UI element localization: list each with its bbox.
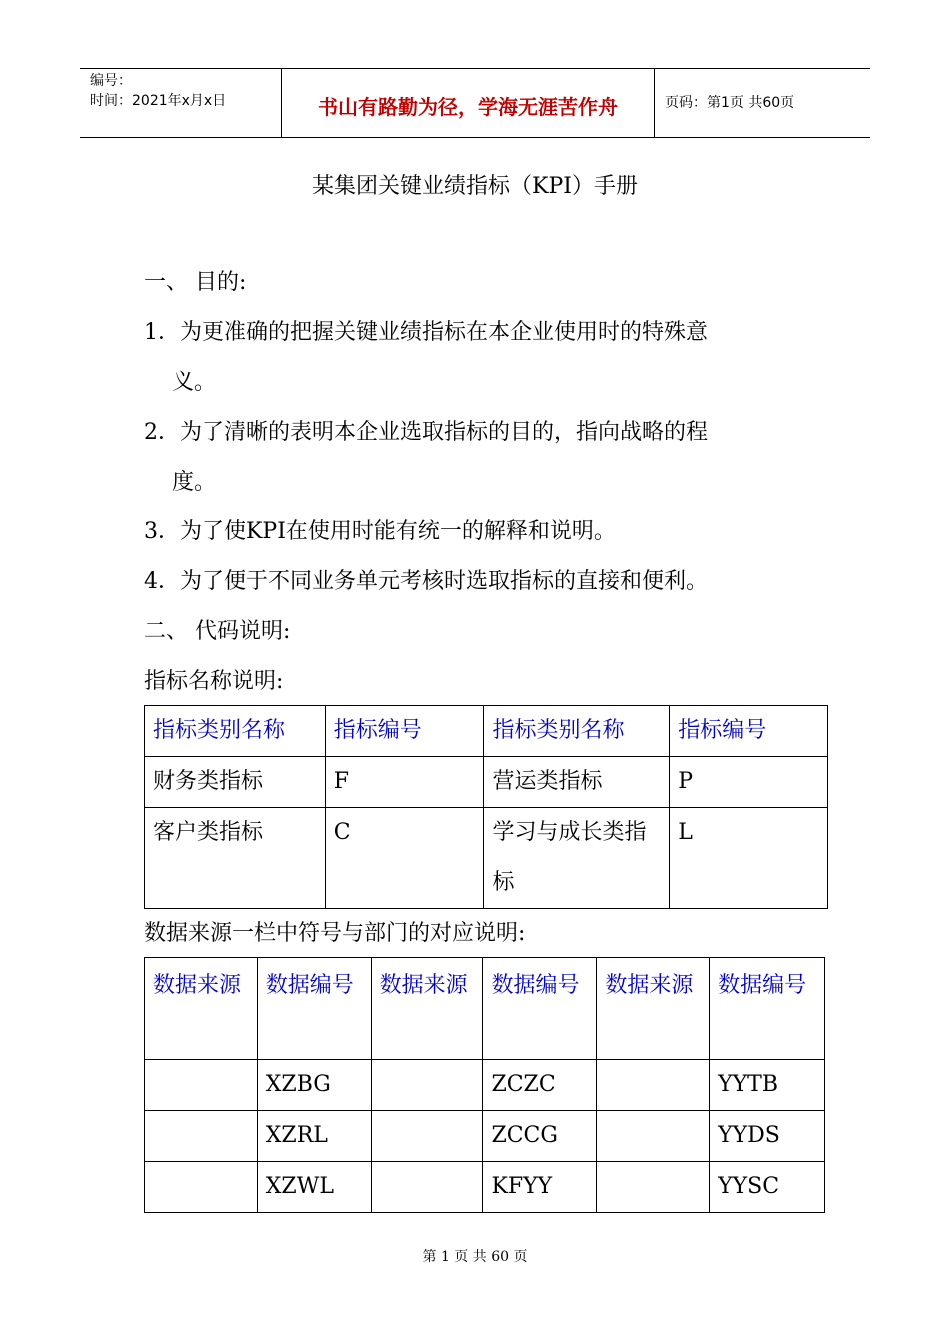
table-header-cell: 数据来源 [597, 958, 710, 1060]
table-cell: YYDS [710, 1111, 825, 1162]
table-header-row [145, 706, 828, 757]
table-header-cell: 指标类别名称 [484, 706, 670, 757]
paragraph-1-cont: 义。 [172, 370, 217, 395]
table-cell: YYTB [710, 1060, 825, 1111]
table-cell [145, 1162, 258, 1213]
table-cell: F [325, 757, 484, 808]
code-label: 编号： [90, 73, 132, 89]
table-cell [371, 1162, 483, 1213]
table-header-cell: 指标编号 [325, 706, 484, 757]
indicator-name-table [144, 705, 828, 909]
table-cell [371, 1111, 483, 1162]
paragraph-2-cont: 度。 [172, 470, 217, 495]
table-header-cell: 指标编号 [670, 706, 828, 757]
table-header-cell: 数据编号 [257, 958, 371, 1060]
paragraph-4: 4．为了便于不同业务单元考核时选取指标的直接和便利。 [144, 569, 708, 594]
table-cell [597, 1111, 710, 1162]
paragraph-2: 2．为了清晰的表明本企业选取指标的目的，指向战略的程 [144, 420, 708, 445]
table-cell: L [670, 808, 828, 909]
table-cell: P [670, 757, 828, 808]
table-header-cell: 数据来源 [371, 958, 483, 1060]
section-heading-purpose: 一、 目的: [144, 270, 247, 295]
header-meta-cell [80, 69, 282, 137]
section-heading-codes: 二、 代码说明: [144, 619, 291, 644]
table-header-row [145, 958, 825, 1060]
table-header-cell: 指标类别名称 [145, 706, 326, 757]
table-cell: 营运类指标 [484, 757, 670, 808]
table-cell: C [325, 808, 484, 909]
table-cell: YYSC [710, 1162, 825, 1213]
motto-text: 书山有路勤为径，学海无涯苦作舟 [318, 95, 618, 119]
table-cell [371, 1060, 483, 1111]
table-cell: 客户类指标 [145, 808, 326, 909]
table-cell: ZCCG [483, 1111, 597, 1162]
table-row [145, 1162, 825, 1213]
table-cell: XZBG [257, 1060, 371, 1111]
table-cell [597, 1162, 710, 1213]
table-row [145, 808, 828, 909]
table-row [145, 1060, 825, 1111]
table-cell: 财务类指标 [145, 757, 326, 808]
table-cell: ZCZC [483, 1060, 597, 1111]
table-cell: XZWL [257, 1162, 371, 1213]
table-row [145, 1111, 825, 1162]
table-cell [145, 1060, 258, 1111]
table-cell: XZRL [257, 1111, 371, 1162]
paragraph-1: 1．为更准确的把握关键业绩指标在本企业使用时的特殊意 [144, 320, 708, 345]
table-cell [145, 1111, 258, 1162]
header-motto-cell [282, 69, 655, 137]
table-cell: 学习与成长类指标 [484, 808, 670, 909]
page-header [80, 68, 870, 138]
header-page-cell [655, 69, 870, 137]
table-header-cell: 数据编号 [483, 958, 597, 1060]
table-cell: KFYY [483, 1162, 597, 1213]
subheading-indicator-names: 指标名称说明: [144, 669, 284, 694]
table-header-cell: 数据来源 [145, 958, 258, 1060]
paragraph-3: 3．为了使KPI在使用时能有统一的解释和说明。 [144, 519, 616, 544]
page-footer: 第 1 页 共 60 页 [422, 1249, 528, 1265]
document-title: 某集团关键业绩指标（KPI）手册 [312, 174, 638, 199]
table-header-cell: 数据编号 [710, 958, 825, 1060]
page-info: 页码：第1页 共60页 [665, 95, 795, 111]
table-row [145, 757, 828, 808]
table-cell [597, 1060, 710, 1111]
subheading-data-source: 数据来源一栏中符号与部门的对应说明: [144, 921, 526, 946]
time-label: 时间：2021年x月x日 [90, 93, 227, 109]
data-source-table [144, 957, 825, 1213]
